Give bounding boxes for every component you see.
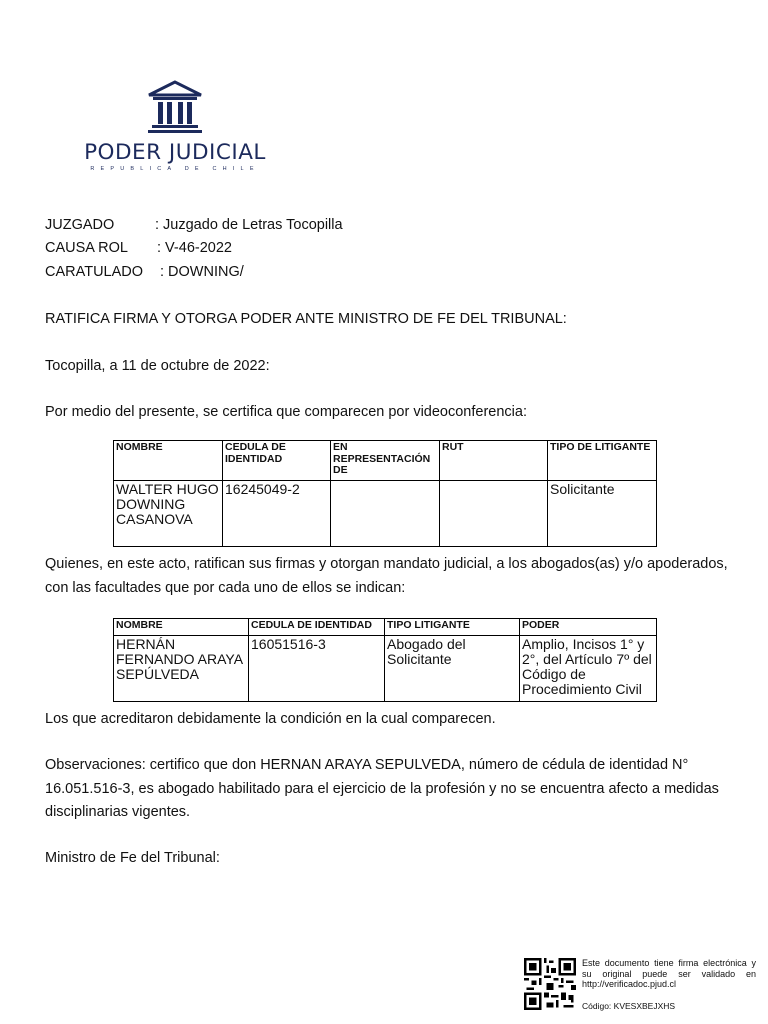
attorney-id: 16051516-3 — [249, 636, 385, 702]
column-header: RUT — [440, 441, 548, 481]
attorneys-table — [113, 618, 657, 702]
column-header: NOMBRE — [114, 441, 223, 481]
table-row — [114, 636, 657, 702]
attorney-power: Amplio, Incisos 1° y 2°, del Artículo 7º del Código de Procedimiento Civil — [520, 636, 657, 702]
poder-judicial-logo — [78, 80, 278, 176]
mandate-text: Quienes, en este acto, ratifican sus firmas y otorgan mandato judicial, a los abogados(as) y/o apoderados, con las facultades que por cada uno de ellos se indican: — [45, 556, 728, 596]
document-heading: RATIFICA FIRMA Y OTORGA PODER ANTE MINISTRO DE FE DEL TRIBUNAL: — [45, 311, 567, 327]
courthouse-icon — [146, 80, 204, 134]
column-header: CEDULA DE IDENTIDAD — [249, 619, 385, 636]
party-rut — [440, 481, 548, 547]
column-header: EN REPRESENTACIÓN DE — [331, 441, 440, 481]
accredited-text: Los que acreditaron debidamente la condición en la cual comparecen. — [45, 711, 496, 727]
attorney-name: HERNÁN FERNANDO ARAYA SEPÚLVEDA — [114, 636, 249, 702]
juzgado-value: : Juzgado de Letras Tocopilla — [155, 217, 343, 233]
logo-subtitle: REPUBLICA DE CHILE — [90, 166, 260, 172]
signature-line: Ministro de Fe del Tribunal: — [45, 850, 220, 866]
causa-rol-value: : V-46-2022 — [157, 240, 232, 256]
observations-text: Observaciones: certifico que don HERNAN ARAYA SEPULVEDA, número de cédula de identidad N° 16.051.516-3, es abogado habilitado para el ejercicio de la profesión y no se encuentra afecto a medidas disciplinarias vigentes. — [45, 757, 719, 820]
causa-rol-label: CAUSA ROL — [45, 240, 128, 256]
logo-title: PODER JUDICIAL — [84, 140, 266, 165]
party-id: 16245049-2 — [223, 481, 331, 547]
validation-code: Código: KVESXBEJXHS — [582, 1001, 676, 1011]
column-header: NOMBRE — [114, 619, 249, 636]
column-header: TIPO DE LITIGANTE — [548, 441, 657, 481]
juzgado-label: JUZGADO — [45, 217, 115, 233]
date-line: Tocopilla, a 11 de octubre de 2022: — [45, 358, 270, 374]
column-header: CEDULA DE IDENTIDAD — [223, 441, 331, 481]
caratulado-value: : DOWNING/ — [160, 264, 244, 280]
party-type: Solicitante — [548, 481, 657, 547]
party-name: WALTER HUGO DOWNING CASANOVA — [114, 481, 223, 547]
table-row — [114, 481, 657, 547]
table-header-row — [114, 619, 657, 636]
column-header: TIPO LITIGANTE — [385, 619, 520, 636]
caratulado-label: CARATULADO — [45, 264, 144, 280]
table-header-row — [114, 441, 657, 481]
qr-code-icon — [524, 958, 576, 1010]
intro-text: Por medio del presente, se certifica que comparecen por videoconferencia: — [45, 404, 527, 420]
attorney-type: Abogado del Solicitante — [385, 636, 520, 702]
party-representation — [331, 481, 440, 547]
appearing-parties-table — [113, 440, 657, 547]
validation-note: Este documento tiene firma electrónica y su original puede ser validado en http://verificadoc.pjud.cl — [582, 958, 756, 989]
column-header: PODER — [520, 619, 657, 636]
